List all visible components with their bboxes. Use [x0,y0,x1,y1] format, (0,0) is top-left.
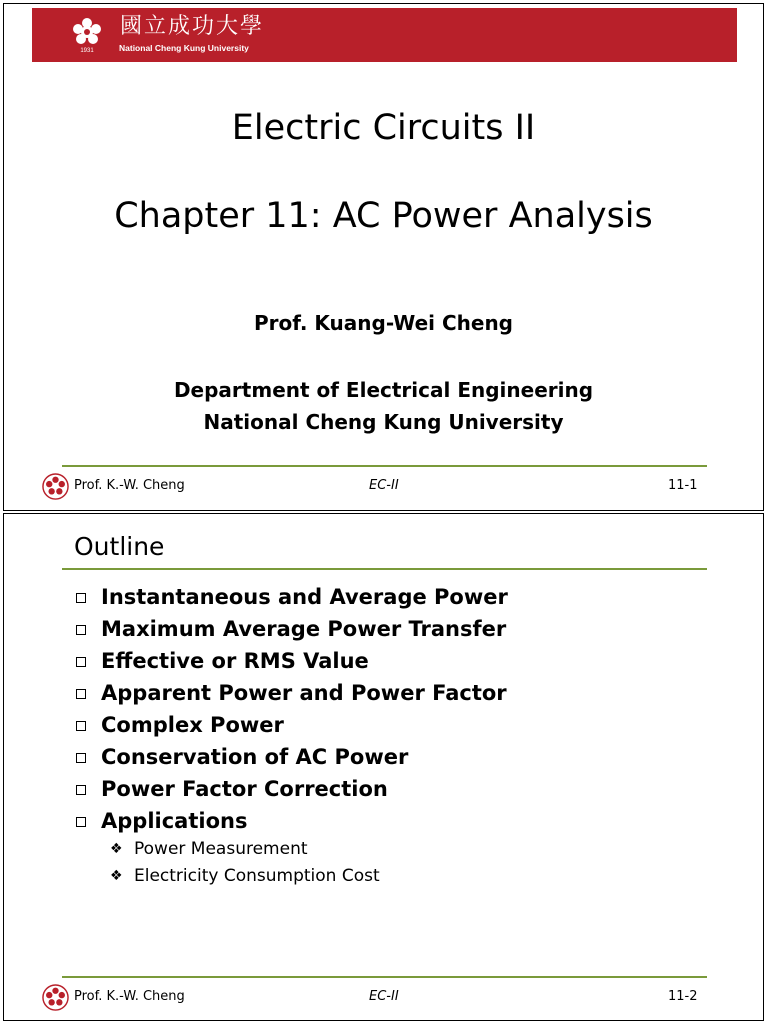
university-name-chinese: 國立成功大學 [120,14,265,39]
university-banner [32,8,737,62]
footer-divider [62,976,707,978]
sub-list-item: ❖ Electricity Consumption Cost [110,863,380,890]
footer-page-number: 11-2 [668,989,698,1004]
footer-author: Prof. K.-W. Cheng [74,989,185,1004]
checkbox-bullet-icon [76,817,86,827]
list-item: Apparent Power and Power Factor [74,678,508,710]
footer-author: Prof. K.-W. Cheng [74,478,185,493]
university-name-english: National Cheng Kung University [119,43,249,53]
course-title: Electric Circuits II [231,108,536,148]
checkbox-bullet-icon [76,625,86,635]
department-name: Department of Electrical Engineering [173,378,594,402]
affiliation [4,374,763,438]
slide-1 [3,3,764,511]
footer-emblem-icon [42,984,69,1011]
checkbox-bullet-icon [76,753,86,763]
checkbox-bullet-icon [76,593,86,603]
diamond-bullet-icon: ❖ [110,868,123,884]
list-item: Maximum Average Power Transfer [74,614,508,646]
list-item: Applications [74,806,508,838]
footer-divider [62,465,707,467]
list-item: Conservation of AC Power [74,742,508,774]
outline-list [74,582,508,838]
chapter-title: Chapter 11: AC Power Analysis [114,196,653,236]
applications-sublist [110,836,380,890]
heading-divider [62,568,707,570]
checkbox-bullet-icon [76,657,86,667]
outline-heading: Outline [74,532,165,561]
university-name: National Cheng Kung University [203,410,564,434]
list-item: Complex Power [74,710,508,742]
sub-list-item: ❖ Power Measurement [110,836,380,863]
slide-2 [3,513,764,1021]
list-item: Instantaneous and Average Power [74,582,508,614]
ncku-emblem-icon [70,16,104,54]
footer-course: EC-II [369,478,399,493]
professor-name: Prof. Kuang-Wei Cheng [253,311,514,335]
checkbox-bullet-icon [76,721,86,731]
checkbox-bullet-icon [76,785,86,795]
footer-course: EC-II [369,989,399,1004]
diamond-bullet-icon: ❖ [110,841,123,857]
list-item: Effective or RMS Value [74,646,508,678]
list-item: Power Factor Correction [74,774,508,806]
checkbox-bullet-icon [76,689,86,699]
emblem-year: 1931 [80,48,94,54]
footer-emblem-icon [42,473,69,500]
footer-page-number: 11-1 [668,478,698,493]
